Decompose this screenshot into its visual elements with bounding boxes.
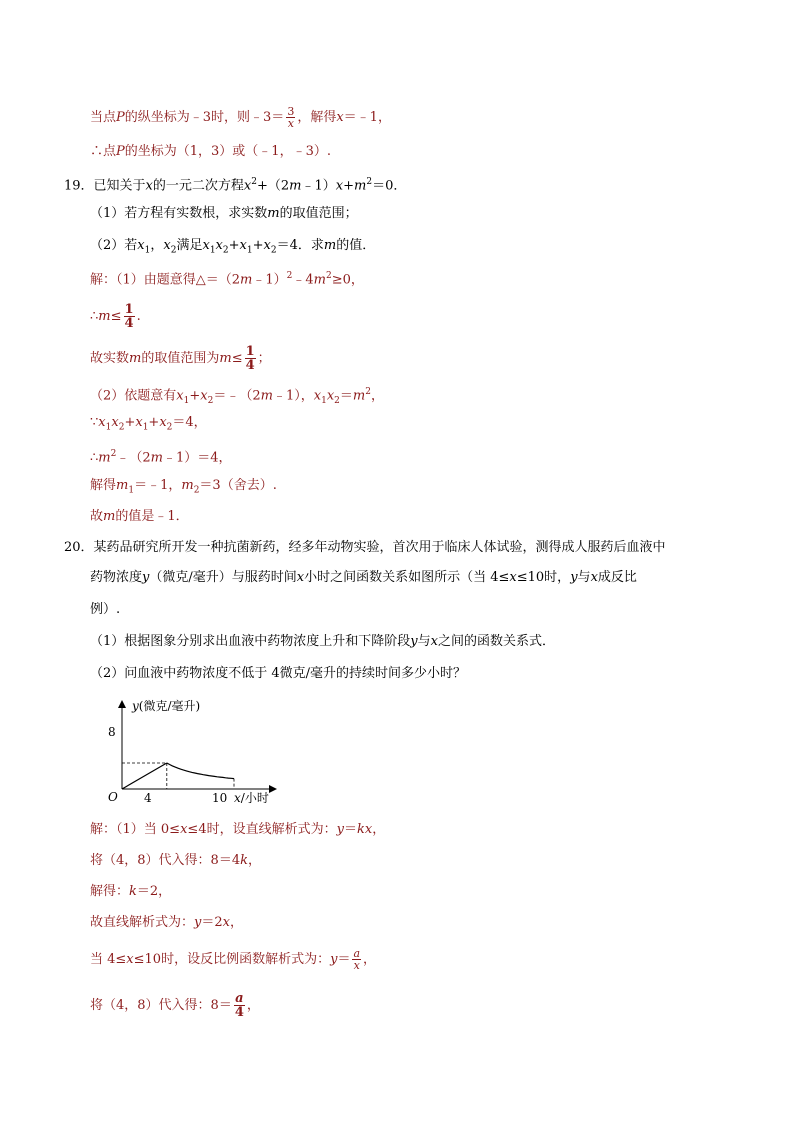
text: ≥0， [331, 272, 364, 288]
text: . [136, 309, 141, 324]
text: + [228, 238, 240, 253]
solution-line [90, 345, 271, 372]
text: m [103, 509, 116, 524]
text: 的取值范围为 [141, 351, 220, 366]
text: x [326, 388, 335, 404]
numerator: 1 [124, 302, 134, 317]
text: kx [356, 822, 373, 837]
text: （2）依题意有 [90, 388, 177, 404]
text: 2 [334, 395, 340, 406]
text: m [240, 272, 253, 288]
text: 的坐标为（1，3）或（﹣1，﹣3）. [124, 144, 331, 159]
solution-line [90, 507, 189, 527]
text: ＝﹣1， [134, 478, 182, 493]
text: ＝4， [172, 415, 207, 430]
text: 故 [90, 509, 104, 524]
solution-line [90, 476, 277, 501]
text: m [116, 478, 129, 493]
text: x [200, 388, 208, 404]
text: 2 [166, 422, 173, 433]
question-20-text [90, 600, 120, 620]
text: 的纵坐标为﹣3时，则﹣3＝ [124, 110, 285, 125]
text: 1 [321, 395, 327, 406]
question-20-text [90, 568, 637, 588]
text: + [189, 388, 201, 404]
numerator: a [235, 991, 244, 1006]
text: ， [246, 998, 260, 1013]
text: 2 [365, 387, 371, 397]
text: 之间的函数关系式． [438, 634, 556, 649]
text: m [129, 351, 142, 366]
y-tick-label: 8 [108, 725, 116, 739]
text: ＝0． [372, 178, 407, 194]
text: m [98, 450, 111, 466]
numerator: 3 [287, 105, 295, 118]
solution-line [90, 444, 232, 468]
text: y [330, 952, 338, 967]
text: （微克/毫升）与服药时间 [149, 570, 297, 585]
text: ＝﹣1， [343, 110, 391, 125]
text: x [159, 415, 167, 430]
denominator: x [353, 959, 360, 972]
text: 当点 [90, 110, 117, 125]
text: ﹣（2 [116, 450, 151, 466]
origin-label: O [108, 790, 118, 804]
text: x [126, 952, 134, 967]
text: 1 [209, 245, 216, 256]
text: m [313, 272, 326, 288]
text: 的值． [336, 238, 376, 253]
x-tick-label: 10 [212, 791, 228, 805]
text: ﹣1）， [272, 388, 314, 404]
text: m [260, 388, 273, 404]
text: x [430, 634, 438, 649]
text: P [116, 144, 125, 159]
text: ＝ [343, 822, 357, 837]
text: 1 [128, 485, 135, 496]
solution-line [90, 382, 384, 411]
text: ≤ [110, 309, 122, 324]
text: 2 [366, 177, 373, 187]
text: ≤ [231, 351, 243, 366]
text: m [181, 478, 194, 493]
text: ∴ [90, 450, 99, 466]
text: m [354, 178, 367, 194]
text: y [336, 822, 344, 837]
text: 2 [118, 422, 125, 433]
text: ∵ [90, 415, 99, 430]
text: 2 [110, 449, 117, 459]
text: y [194, 915, 202, 930]
text: ﹣1）＝4， [162, 450, 232, 466]
x-axis-label [234, 790, 269, 805]
text: m [267, 206, 280, 221]
denominator: x [287, 117, 294, 130]
text: ， [247, 853, 261, 868]
text: ＝ [337, 952, 351, 967]
text: 与 [417, 634, 431, 649]
text: k [240, 853, 248, 868]
text: ， [370, 388, 384, 404]
text: 解：（1）当 0≤ [90, 822, 181, 837]
text: 1 [144, 245, 151, 256]
y-axis-label [131, 698, 200, 713]
text: x [313, 388, 322, 404]
text: m [323, 238, 337, 253]
denominator: 4 [124, 316, 134, 331]
text: （2）问血液中药物浓度不低于 4微克/毫升的持续时间多少小时？ [90, 666, 467, 681]
text: y [570, 570, 578, 585]
numerator: 1 [245, 344, 255, 359]
text: x [215, 238, 223, 253]
text: + [343, 178, 355, 194]
text: k [129, 884, 137, 899]
text: ， [230, 915, 244, 930]
text: ＝3（舍去）. [199, 478, 277, 493]
text: x [263, 238, 271, 253]
text: 的一元二次方程 [152, 178, 244, 194]
text: 20．某药品研究所开发一种抗菌新药，经多年动物实验，首次用于临床人体试验，测得成人服药后血液中 [64, 540, 666, 555]
rising-line-segment [122, 763, 167, 789]
text: x [336, 110, 344, 125]
text: 的取值范围； [279, 206, 358, 221]
text: （1）根据图象分别求出血液中药物浓度上升和下降阶段 [90, 634, 411, 649]
text: x [590, 570, 598, 585]
text: 将（4，8）代入得：8＝4 [90, 853, 241, 868]
text: ≤10时，设反比例函数解析式为： [133, 952, 331, 967]
text: 成反比 [597, 570, 637, 585]
text: 1 [105, 422, 112, 433]
fraction [124, 303, 135, 330]
text-line [90, 106, 391, 129]
text: + [252, 238, 264, 253]
text: 2 [251, 177, 257, 187]
x-tick-label: 4 [144, 791, 152, 805]
text-line [90, 142, 331, 162]
text: x [163, 238, 171, 253]
text: + [124, 415, 136, 430]
text: 19．已知关于 [64, 178, 146, 194]
solution-line [90, 851, 261, 871]
text: m [352, 388, 366, 404]
text: 满足 [176, 238, 203, 253]
text: 药物浓度 [90, 570, 143, 585]
text: x [176, 388, 184, 404]
text: ， [372, 822, 386, 837]
x-axis-unit: /小时 [240, 791, 269, 805]
text: x [222, 915, 230, 930]
question-19-part-1 [90, 204, 358, 224]
text: m [150, 450, 163, 466]
solution-line [90, 266, 364, 290]
text: m [219, 351, 232, 366]
text: m [98, 309, 111, 324]
text: ﹣4 [292, 272, 314, 288]
text: 2 [207, 395, 214, 406]
text: x [137, 238, 145, 253]
text: ＝ [339, 388, 353, 404]
fraction [245, 345, 256, 372]
solution-line [90, 948, 376, 971]
text: 1 [183, 395, 190, 406]
question-20-part-1 [90, 632, 555, 652]
text: 1 [246, 245, 253, 256]
concentration-graph [100, 694, 290, 812]
text: ≤10时， [516, 570, 571, 585]
text: ﹣1） [301, 178, 336, 194]
text: ， [150, 238, 164, 253]
decreasing-reciprocal-curve [167, 763, 234, 779]
fraction [234, 992, 245, 1019]
denominator: 4 [245, 358, 255, 373]
y-axis-unit: (微克/毫升) [138, 699, 201, 713]
x-axis-variable: x [234, 791, 241, 805]
y-axis-variable: y [132, 699, 139, 713]
fraction [286, 106, 295, 129]
text: ≤4时，设直线解析式为： [187, 822, 337, 837]
question-19 [64, 172, 406, 196]
text: ＝4．求 [276, 238, 324, 253]
text: ＝2 [201, 915, 223, 930]
text: x [296, 570, 305, 585]
text: 故直线解析式为： [90, 915, 195, 930]
text: ∴ [90, 309, 99, 324]
text: y [410, 634, 418, 649]
text: 2 [222, 245, 229, 256]
text: x [180, 822, 188, 837]
question-20 [64, 538, 666, 558]
text: （2）若 [90, 238, 138, 253]
text: x [239, 238, 247, 253]
denominator: 4 [234, 1005, 244, 1020]
numerator: a [353, 947, 361, 960]
fraction [352, 948, 361, 971]
text: ； [257, 351, 271, 366]
text: ﹣1） [252, 272, 287, 288]
chart-marks [122, 763, 234, 789]
text: ， [363, 952, 377, 967]
solution-line [90, 413, 207, 438]
text: 解得： [90, 884, 130, 899]
solution-line [90, 820, 385, 840]
solution-line [90, 303, 141, 330]
solution-line [90, 913, 243, 933]
text: x [98, 415, 106, 430]
text: m [289, 178, 302, 194]
text: （1）若方程有实数根，求实数 [90, 206, 268, 221]
text: ＝﹣（2 [213, 388, 261, 404]
text: 小时之间函数关系如图所示（当 4≤ [304, 570, 510, 585]
solution-line [90, 882, 171, 902]
text: 1 [142, 422, 149, 433]
text: x [335, 178, 344, 194]
text: 的值是﹣1． [115, 509, 189, 524]
text: 2 [286, 271, 293, 281]
text: y [142, 570, 150, 585]
text: x [509, 570, 517, 585]
text: x [145, 178, 153, 194]
text: x [243, 178, 252, 194]
text: 与 [577, 570, 591, 585]
text: 2 [193, 485, 200, 496]
text: 2 [270, 245, 277, 256]
text: ∴点 [90, 144, 117, 159]
text: 2 [326, 271, 332, 281]
text: 例）. [90, 602, 121, 617]
text: + [148, 415, 160, 430]
text: 当 4≤ [90, 952, 127, 967]
text: +（2 [256, 178, 290, 194]
text: 解得 [90, 478, 117, 493]
text: x [135, 415, 143, 430]
text: x [111, 415, 119, 430]
question-20-part-2 [90, 664, 466, 684]
text: 2 [170, 245, 177, 256]
text: x [202, 238, 210, 253]
text: P [116, 110, 125, 125]
text: ，解得 [297, 110, 337, 125]
text: 将（4，8）代入得：8＝ [90, 998, 232, 1013]
question-19-part-2 [90, 236, 375, 261]
text: 故实数 [90, 351, 130, 366]
text: ＝2， [136, 884, 172, 899]
solution-line [90, 992, 260, 1019]
text: 解：（1）由题意得△＝（2 [90, 272, 241, 288]
